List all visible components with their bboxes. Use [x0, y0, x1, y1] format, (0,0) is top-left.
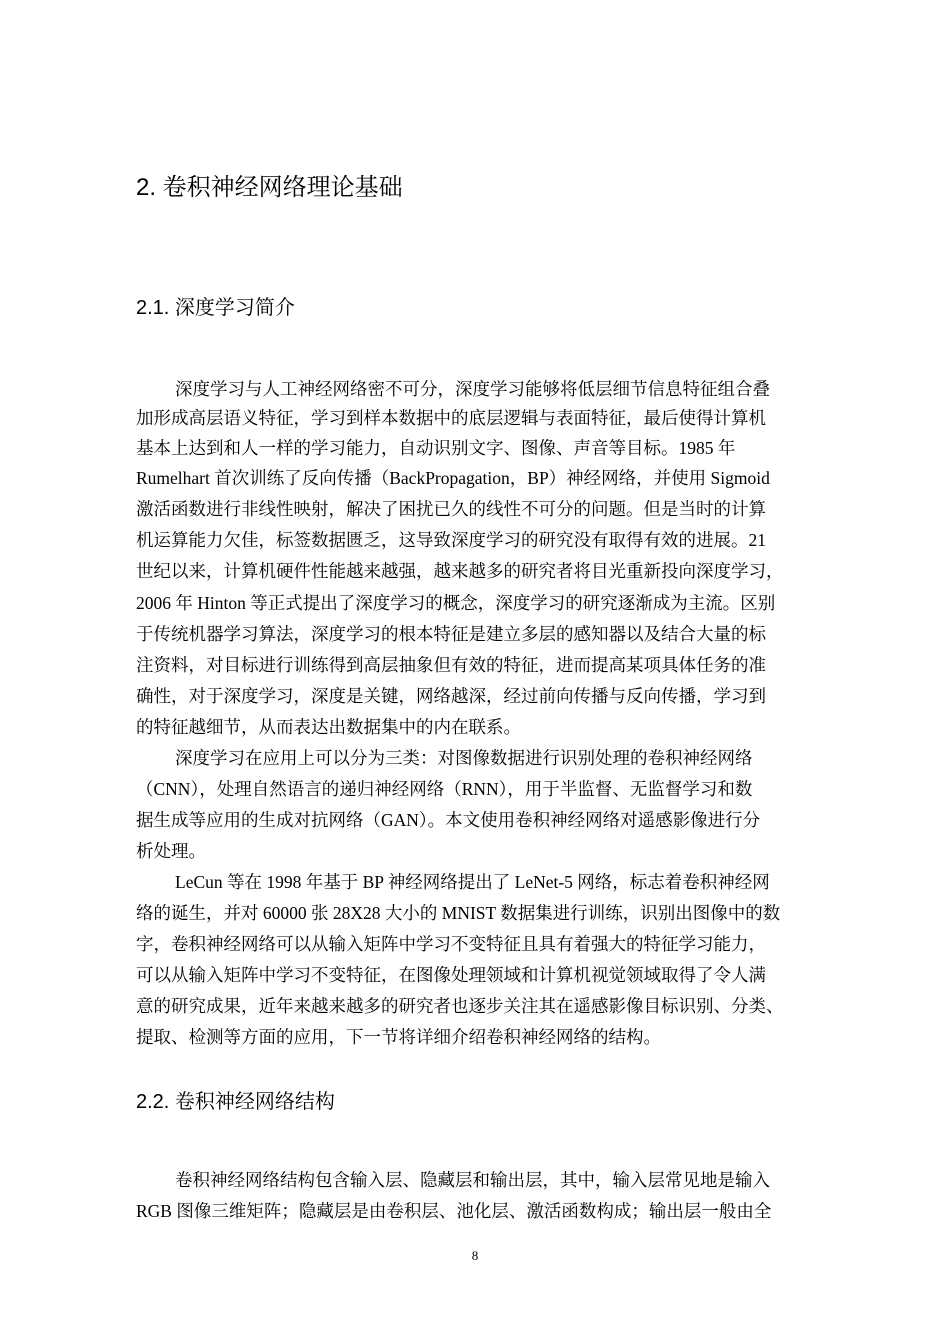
page-number: 8	[471, 1248, 479, 1263]
paragraph-line: 可以从输入矩阵中学习不变特征，在图像处理领域和计算机视觉领域取得了令人满	[136, 965, 766, 985]
paragraph-line: 络的诞生，并对 60000 张 28X28 大小的 MNIST 数据集进行训练，识别出图像中的数	[136, 903, 781, 923]
paragraph-line: （CNN），处理自然语言的递归神经网络（RNN），用于半监督、无监督学习和数	[136, 779, 753, 799]
paragraph-line: 注资料，对目标进行训练得到高层抽象但有效的特征，进而提高某项具体任务的准	[136, 655, 766, 675]
paragraph-line: 意的研究成果，近年来越来越多的研究者也逐步关注其在遥感影像目标识别、分类、	[136, 996, 784, 1016]
paragraph-line: 世纪以来，计算机硬件性能越来越强，越来越多的研究者将目光重新投向深度学习，	[136, 561, 784, 581]
paragraph-line: 提取、检测等方面的应用，下一节将详细介绍卷积神经网络的结构。	[136, 1027, 661, 1047]
section-title-2-1: 2.1. 深度学习简介	[136, 297, 295, 319]
paragraph-line: RGB 图像三维矩阵；隐藏层是由卷积层、池化层、激活函数构成；输出层一般由全	[136, 1201, 772, 1221]
section-title-2-2: 2.2. 卷积神经网络结构	[136, 1091, 335, 1113]
paragraph-line: 析处理。	[136, 841, 206, 861]
paragraph-line: 深度学习在应用上可以分为三类：对图像数据进行识别处理的卷积神经网络	[175, 748, 753, 768]
paragraph-line: 的特征越细节，从而表达出数据集中的内在联系。	[136, 717, 521, 737]
paragraph-line: Rumelhart 首次训练了反向传播（BackPropagation，BP）神经网络，并使用 Sigmoid	[136, 468, 770, 488]
paragraph-line: 深度学习与人工神经网络密不可分，深度学习能够将低层细节信息特征组合叠	[175, 379, 770, 399]
paragraph-line: 据生成等应用的生成对抗网络（GAN）。本文使用卷积神经网络对遥感影像进行分	[136, 810, 761, 830]
paragraph-line: 2006 年 Hinton 等正式提出了深度学习的概念，深度学习的研究逐渐成为主流。区别	[136, 593, 776, 613]
paragraph-line: 机运算能力欠佳，标签数据匮乏，这导致深度学习的研究没有取得有效的进展。21	[136, 530, 766, 550]
paragraph-line: 字，卷积神经网络可以从输入矩阵中学习不变特征且具有着强大的特征学习能力，	[136, 934, 766, 954]
paragraph-line: 卷积神经网络结构包含输入层、隐藏层和输出层，其中，输入层常见地是输入	[175, 1170, 770, 1190]
chapter-title: 2. 卷积神经网络理论基础	[136, 174, 403, 201]
paragraph-line: 基本上达到和人一样的学习能力，自动识别文字、图像、声音等目标。1985 年	[136, 438, 736, 458]
paragraph-line: 激活函数进行非线性映射，解决了困扰已久的线性不可分的问题。但是当时的计算	[136, 499, 766, 519]
paragraph-line: LeCun 等在 1998 年基于 BP 神经网络提出了 LeNet-5 网络，标志着卷积神经网	[175, 872, 770, 892]
paragraph-line: 于传统机器学习算法，深度学习的根本特征是建立多层的感知器以及结合大量的标	[136, 624, 766, 644]
paragraph-line: 加形成高层语义特征，学习到样本数据中的底层逻辑与表面特征，最后使得计算机	[136, 408, 766, 428]
paragraph-line: 确性，对于深度学习，深度是关键，网络越深，经过前向传播与反向传播，学习到	[136, 686, 766, 706]
